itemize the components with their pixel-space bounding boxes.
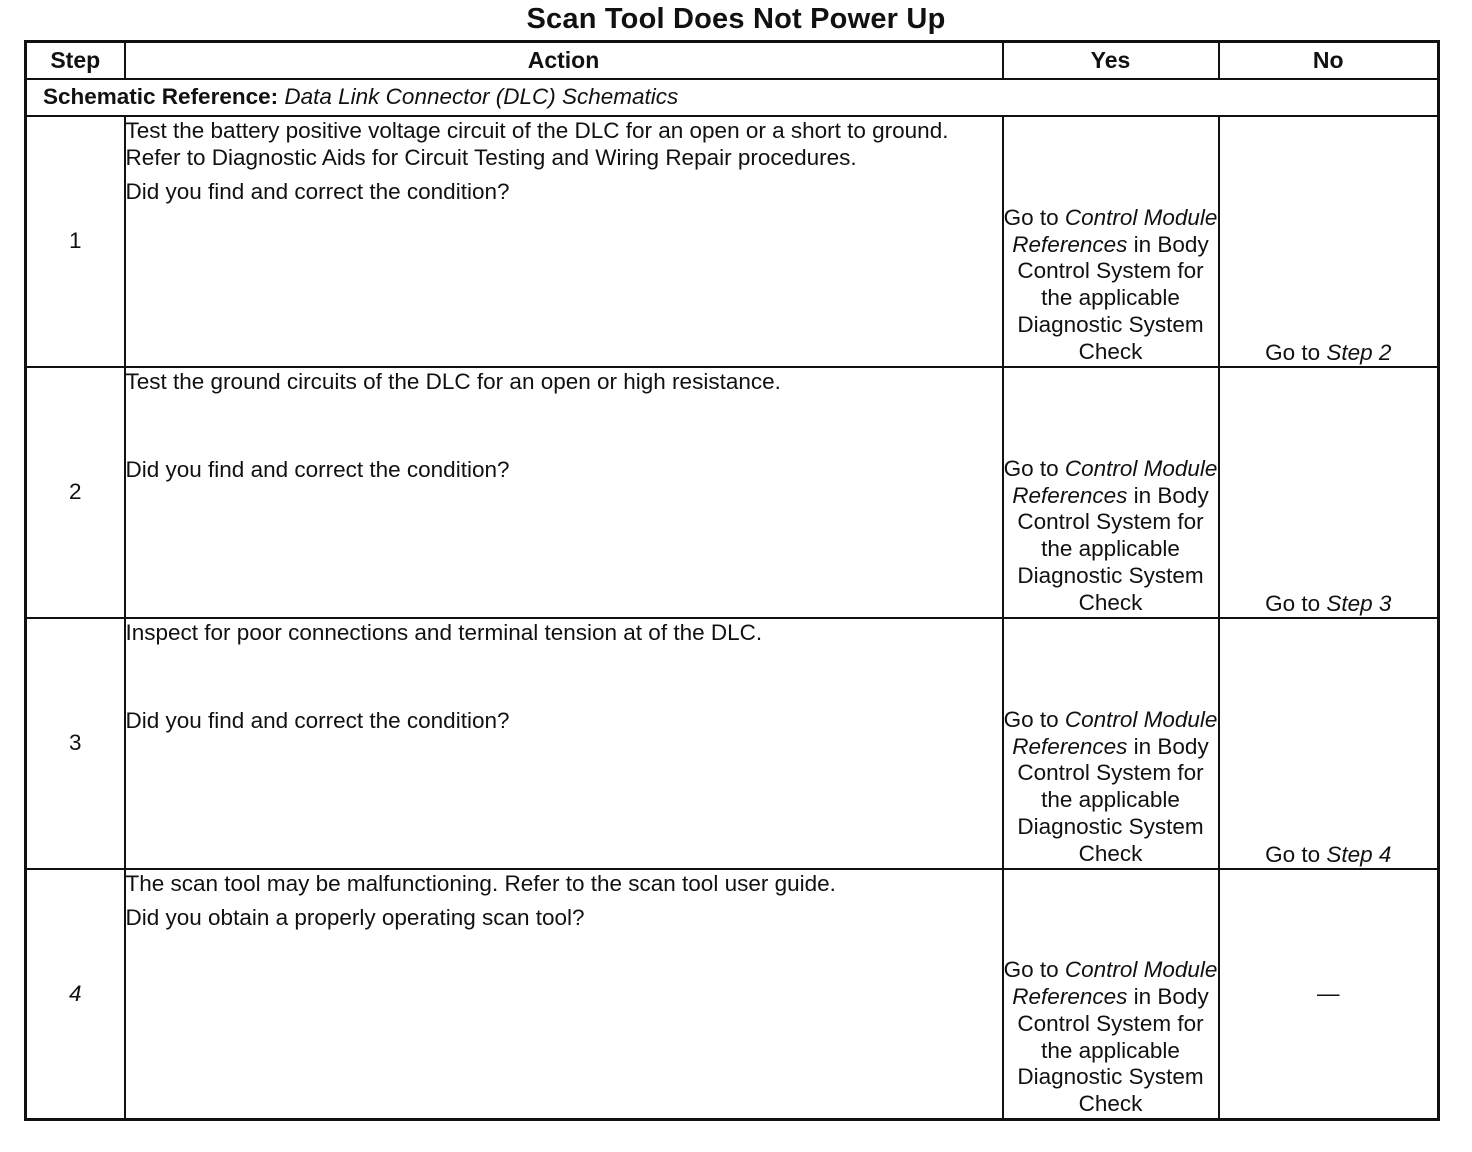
- action-cell: [125, 367, 1003, 618]
- no-dash: —: [1317, 981, 1340, 1007]
- header-no: No: [1219, 42, 1439, 79]
- step-number: 2: [26, 367, 125, 618]
- yes-link[interactable]: Control Module References: [1012, 957, 1218, 1010]
- yes-rest: Body Control System for the applicable Diagnostic System Check: [1017, 231, 1209, 364]
- step-number: 1: [26, 116, 125, 367]
- schematic-reference: [26, 79, 1439, 116]
- action-question: Did you find and correct the condition?: [125, 456, 510, 482]
- no-step-link[interactable]: Step 3: [1326, 590, 1392, 616]
- no-goto: Go to: [1265, 841, 1321, 867]
- action-question: Did you find and correct the condition?: [125, 707, 510, 733]
- step-number: 3: [26, 618, 125, 869]
- yes-cell: [1003, 116, 1219, 367]
- diagnostic-table: [24, 40, 1440, 1121]
- step-row: [26, 869, 1439, 1120]
- header-action: Action: [125, 42, 1003, 79]
- yes-cell: [1003, 367, 1219, 618]
- action-question: Did you find and correct the condition?: [125, 178, 510, 204]
- yes-link[interactable]: Control Module References: [1012, 204, 1218, 257]
- yes-link[interactable]: Control Module References: [1012, 455, 1218, 508]
- yes-in: in: [1133, 482, 1152, 508]
- yes-goto: Go to: [1003, 957, 1059, 983]
- page-title: Scan Tool Does Not Power Up: [526, 3, 946, 35]
- yes-goto: Go to: [1003, 706, 1059, 732]
- step-row: [26, 367, 1439, 618]
- action-cell: [125, 618, 1003, 869]
- no-step-link[interactable]: Step 2: [1326, 339, 1392, 365]
- yes-goto: Go to: [1003, 455, 1059, 481]
- action-text: Test the battery positive voltage circuit of the DLC for an open or a short to ground. Refer to Diagnostic Aids for Circuit Testing and Wiring Repair procedures.: [125, 117, 949, 170]
- yes-link[interactable]: Control Module References: [1012, 706, 1218, 759]
- action-text: The scan tool may be malfunctioning. Refer to the scan tool user guide.: [125, 870, 836, 896]
- schematic-link[interactable]: Data Link Connector (DLC) Schematics: [284, 84, 679, 109]
- no-cell: [1219, 367, 1439, 618]
- schematic-reference-row: [26, 79, 1439, 116]
- action-text: Test the ground circuits of the DLC for an open or high resistance.: [125, 368, 781, 394]
- step-number: 4: [26, 869, 125, 1120]
- yes-rest: Body Control System for the applicable Diagnostic System Check: [1017, 482, 1209, 615]
- yes-rest: Body Control System for the applicable Diagnostic System Check: [1017, 984, 1209, 1117]
- header-row: [26, 42, 1439, 79]
- no-step-link[interactable]: Step 4: [1326, 841, 1392, 867]
- no-goto: Go to: [1265, 339, 1321, 365]
- step-row: [26, 618, 1439, 869]
- yes-cell: [1003, 618, 1219, 869]
- yes-in: in: [1133, 984, 1152, 1010]
- no-cell: [1219, 116, 1439, 367]
- no-cell: [1219, 869, 1439, 1120]
- no-goto: Go to: [1265, 590, 1321, 616]
- action-cell: [125, 869, 1003, 1120]
- yes-rest: Body Control System for the applicable Diagnostic System Check: [1017, 733, 1209, 866]
- step-row: [26, 116, 1439, 367]
- header-yes: Yes: [1003, 42, 1219, 79]
- action-cell: [125, 116, 1003, 367]
- yes-in: in: [1133, 733, 1152, 759]
- schematic-label: Schematic Reference:: [43, 84, 279, 109]
- action-question: Did you obtain a properly operating scan tool?: [125, 904, 585, 930]
- yes-in: in: [1133, 231, 1152, 257]
- no-cell: [1219, 618, 1439, 869]
- yes-goto: Go to: [1003, 204, 1059, 230]
- header-step: Step: [26, 42, 125, 79]
- action-text: Inspect for poor connections and terminal tension at of the DLC.: [125, 619, 763, 645]
- yes-cell: [1003, 869, 1219, 1120]
